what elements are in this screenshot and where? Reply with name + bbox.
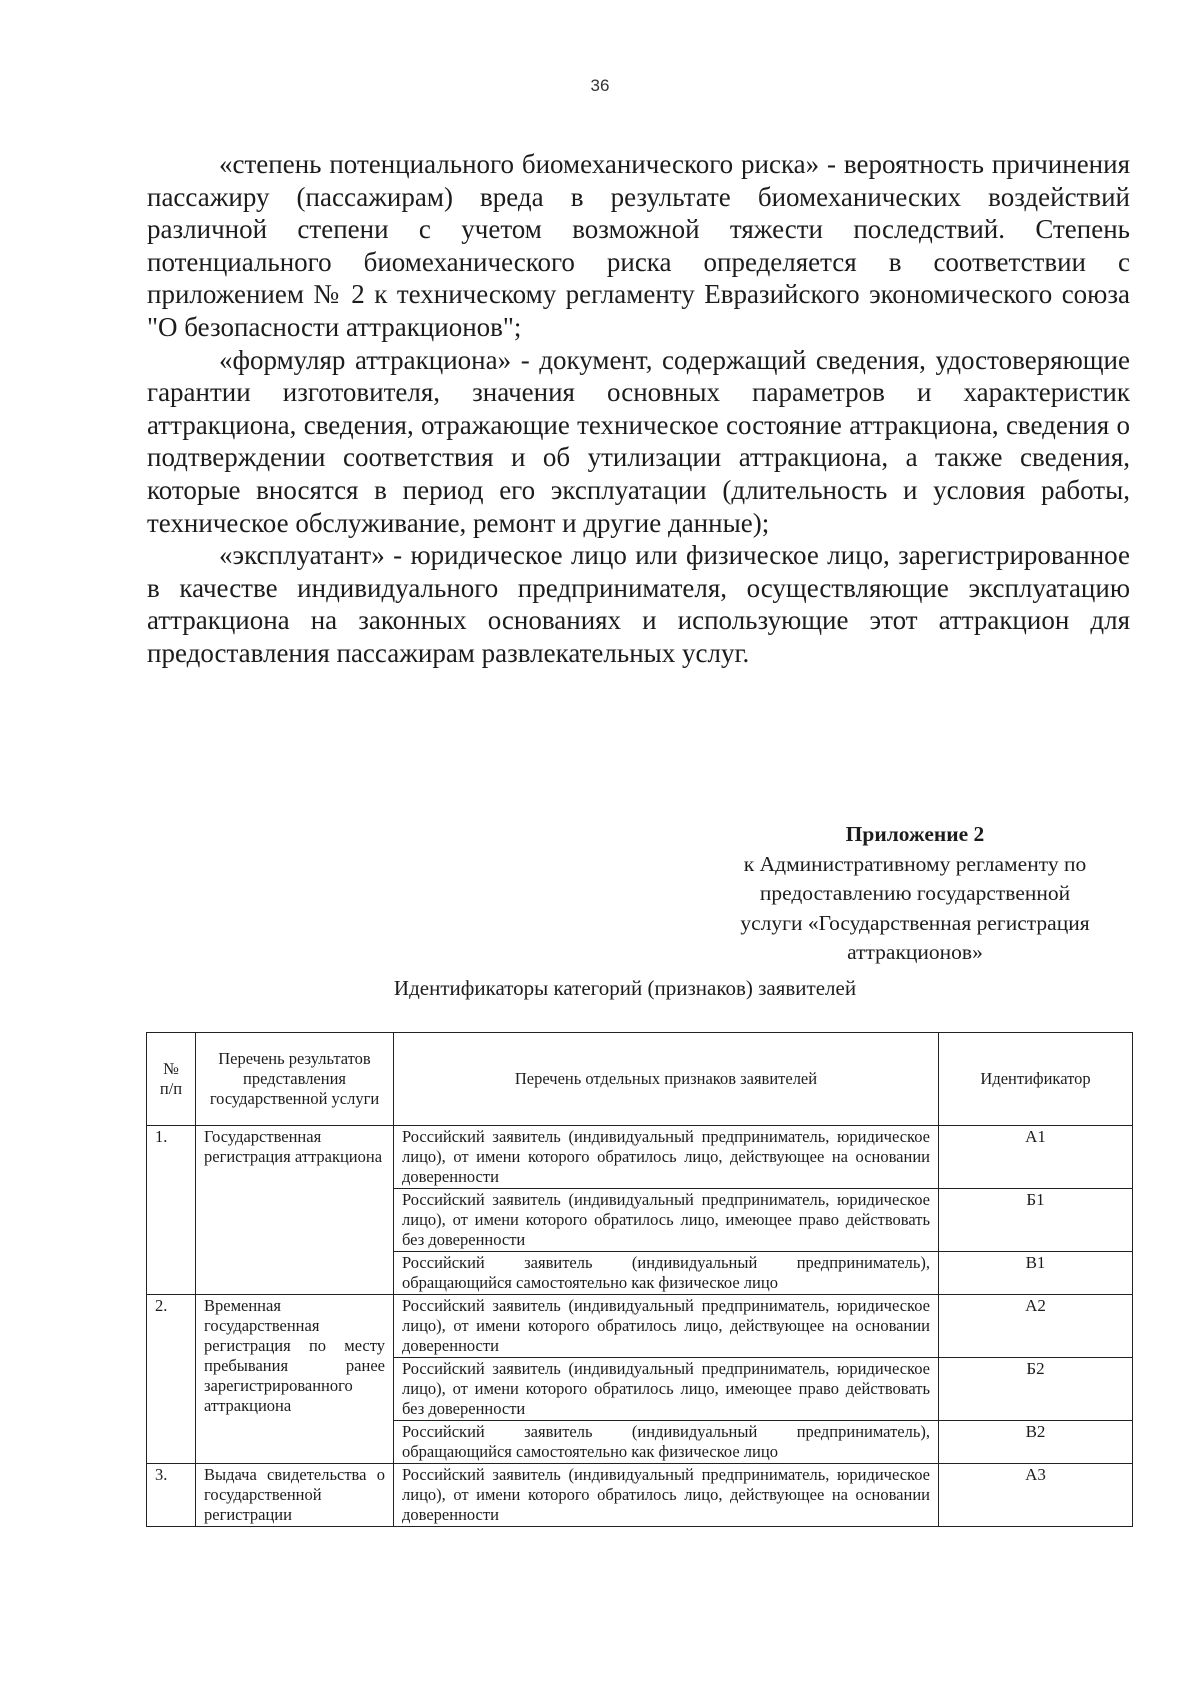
row-sign: Российский заявитель (индивидуальный предприниматель, юридическое лицо), от имени которого обратилось лицо, действующее на основании доверенности [394, 1126, 939, 1189]
table-title: Идентификаторы категорий (признаков) заявителей [393, 976, 857, 1000]
appendix-line: к Административному регламенту по [743, 851, 1087, 876]
row-result: Выдача свидетельства о государственной регистрации [196, 1464, 394, 1527]
appendix-header [700, 820, 1130, 968]
header-identifier: Идентификатор [939, 1033, 1133, 1126]
header-num: № п/п [147, 1033, 196, 1126]
row-identifier: А2 [939, 1295, 1133, 1358]
table-row [147, 1295, 1133, 1358]
row-sign: Российский заявитель (индивидуальный предприниматель), обращающийся самостоятельно как физическое лицо [394, 1252, 939, 1295]
row-sign: Российский заявитель (индивидуальный предприниматель, юридическое лицо), от имени которого обратилось лицо, имеющее право действовать без доверенности [394, 1189, 939, 1252]
row-sign: Российский заявитель (индивидуальный предприниматель), обращающийся самостоятельно как физическое лицо [394, 1421, 939, 1464]
header-result: Перечень результатов представления государственной услуги [196, 1033, 394, 1126]
table-row [147, 1464, 1133, 1527]
appendix-line: аттракционов» [847, 940, 983, 964]
row-identifier: В2 [939, 1421, 1133, 1464]
header-signs: Перечень отдельных признаков заявителей [394, 1033, 939, 1126]
row-identifier: А3 [939, 1464, 1133, 1527]
row-identifier: А1 [939, 1126, 1133, 1189]
paragraph-biomechanical-risk: «степень потенциального биомеханического риска» - вероятность причинения пассажиру (пассажирам) вреда в результате биомеханических воздействий различной степени с учетом возможной тяжести последствий. Степень потенциального биомеханического риска определяется в соответствии с приложением № 2 к техническому регламенту Евразийского экономического союза "О безопасности аттракционов"; [147, 149, 1130, 342]
page-number: 36 [590, 76, 610, 95]
appendix-line: услуги «Государственная регистрация [740, 910, 1090, 935]
row-sign: Российский заявитель (индивидуальный предприниматель, юридическое лицо), от имени которого обратилось лицо, имеющее право действовать без доверенности [394, 1358, 939, 1421]
row-sign: Российский заявитель (индивидуальный предприниматель, юридическое лицо), от имени которого обратилось лицо, действующее на основании доверенности [394, 1295, 939, 1358]
row-identifier: Б2 [939, 1358, 1133, 1421]
row-num: 1. [147, 1126, 196, 1295]
row-result: Государственная регистрация аттракциона [196, 1126, 394, 1295]
appendix-title: Приложение 2 [845, 822, 985, 846]
body-text [147, 148, 1130, 670]
row-identifier: В1 [939, 1252, 1133, 1295]
row-identifier: Б1 [939, 1189, 1133, 1252]
paragraph-attraction-form: «формуляр аттракциона» - документ, содержащий сведения, удостоверяющие гарантии изготовителя, значения основных параметров и характеристик аттракциона, сведения, отражающие техническое состояние аттракциона, сведения о подтверждении соответствия и об утилизации аттракциона, а также сведения, которые вносятся в период его эксплуатации (длительность и условия работы, техническое обслуживание, ремонт и другие данные); [147, 344, 1130, 538]
table-header-row [147, 1033, 1133, 1126]
paragraph-operator: «эксплуатант» - юридическое лицо или физическое лицо, зарегистрированное в качестве индивидуального предпринимателя, осуществляющие эксплуатацию аттракциона на законных основаниях и использующие этот аттракцион для предоставления пассажирам развлекательных услуг. [147, 540, 1130, 668]
row-sign: Российский заявитель (индивидуальный предприниматель, юридическое лицо), от имени которого обратилось лицо, действующее на основании доверенности [394, 1464, 939, 1527]
table-row [147, 1126, 1133, 1189]
identifiers-table [146, 1032, 1133, 1527]
row-num: 2. [147, 1295, 196, 1464]
appendix-line: предоставлению государственной [759, 881, 1071, 905]
row-result: Временная государственная регистрация по месту пребывания ранее зарегистрированного аттракциона [196, 1295, 394, 1464]
row-num: 3. [147, 1464, 196, 1527]
